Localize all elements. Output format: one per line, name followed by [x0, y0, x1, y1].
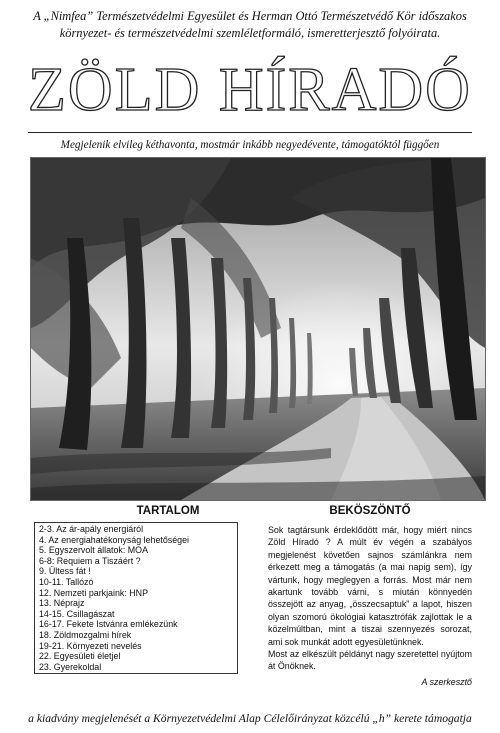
toc-item: 23. Gyerekoldal	[39, 661, 102, 672]
toc-item: 10-11. Tallózó	[39, 576, 94, 587]
toc-item: 16-17. Fekete Istvánra emlékezünk	[39, 619, 178, 630]
toc-item: 5. Egyszervolt állatok: MOA	[39, 545, 149, 556]
toc-item: 19-21. Környezeti nevelés	[39, 640, 142, 651]
toc-item: 13. Néprajz	[39, 598, 85, 609]
toc-title: TARTALOM	[136, 505, 200, 517]
editorial-column	[268, 505, 472, 687]
editorial-paragraph-2: Most az elkészült példányt nagy szeretettel nyújtom át Önöknek.	[268, 649, 472, 672]
toc-item: 2-3. Az ár-apály energiáról	[39, 524, 144, 534]
toc-item: 14-15. Csillagászat	[39, 608, 115, 619]
editorial-paragraph-1: Sok tagtársunk érdeklődött már, hogy miért nincs Zöld Híradó ? A múlt év végén a szabályos megjelenést követően sajnos számlánkra nem érkezett meg a támogatás (a mai napig sem), így vártunk, hogy meglegyen a forrás. Most már nem akartunk tovább várni, s miután könnyedén összejött az anyag, „összecsaptuk” a lapot, hiszen olyan szomorú ökológiai katasztrófák zajlottak le a közelmúltban, mint a tiszai szennyezés sorozat, ami sok munkát adott egyesületünknek.	[268, 525, 472, 647]
sponsor-footer: a kiadvány megjelenését a Környezetvédelmi Alap Célelőirányzat közcélú „h” kerete támogatja	[28, 712, 472, 725]
tagline-line-1: A „Nimfea” Természetvédelmi Egyesület és Herman Ottó Természetvédő Kör időszakos	[33, 9, 467, 23]
tagline-line-2: környezet- és természetvédelmi szemléletformáló, ismeretterjesztő folyóirata.	[59, 26, 441, 40]
toc-item: 22. Egyesületi életjel	[39, 651, 121, 662]
toc-box	[34, 522, 238, 674]
toc-item: 18. Zöldmozgalmi hírek	[39, 629, 132, 640]
toc-item: 4. Az energiahatékonyság lehetőségei	[39, 534, 189, 545]
editorial-title: BEKÖSZÖNTŐ	[329, 505, 411, 517]
cover-photo	[30, 157, 486, 501]
masthead-title: ZÖLD HÍRADÓ	[28, 56, 472, 124]
table-of-contents	[30, 505, 256, 733]
editorial-signature: A szerkesztő	[421, 676, 472, 687]
masthead-rule	[28, 132, 472, 133]
publisher-tagline	[30, 8, 470, 42]
toc-item: 6-8: Requiem a Tiszáért ?	[39, 555, 141, 566]
toc-item: 9. Ültess fát !	[39, 566, 91, 577]
masthead-subtitle: Megjelenik elvileg kéthavonta, mostmár inkább negyedévente, támogatóktól függően	[60, 139, 440, 151]
tree-avenue-illustration	[31, 158, 485, 500]
toc-item: 12. Nemzeti parkjaink: HNP	[39, 587, 149, 598]
